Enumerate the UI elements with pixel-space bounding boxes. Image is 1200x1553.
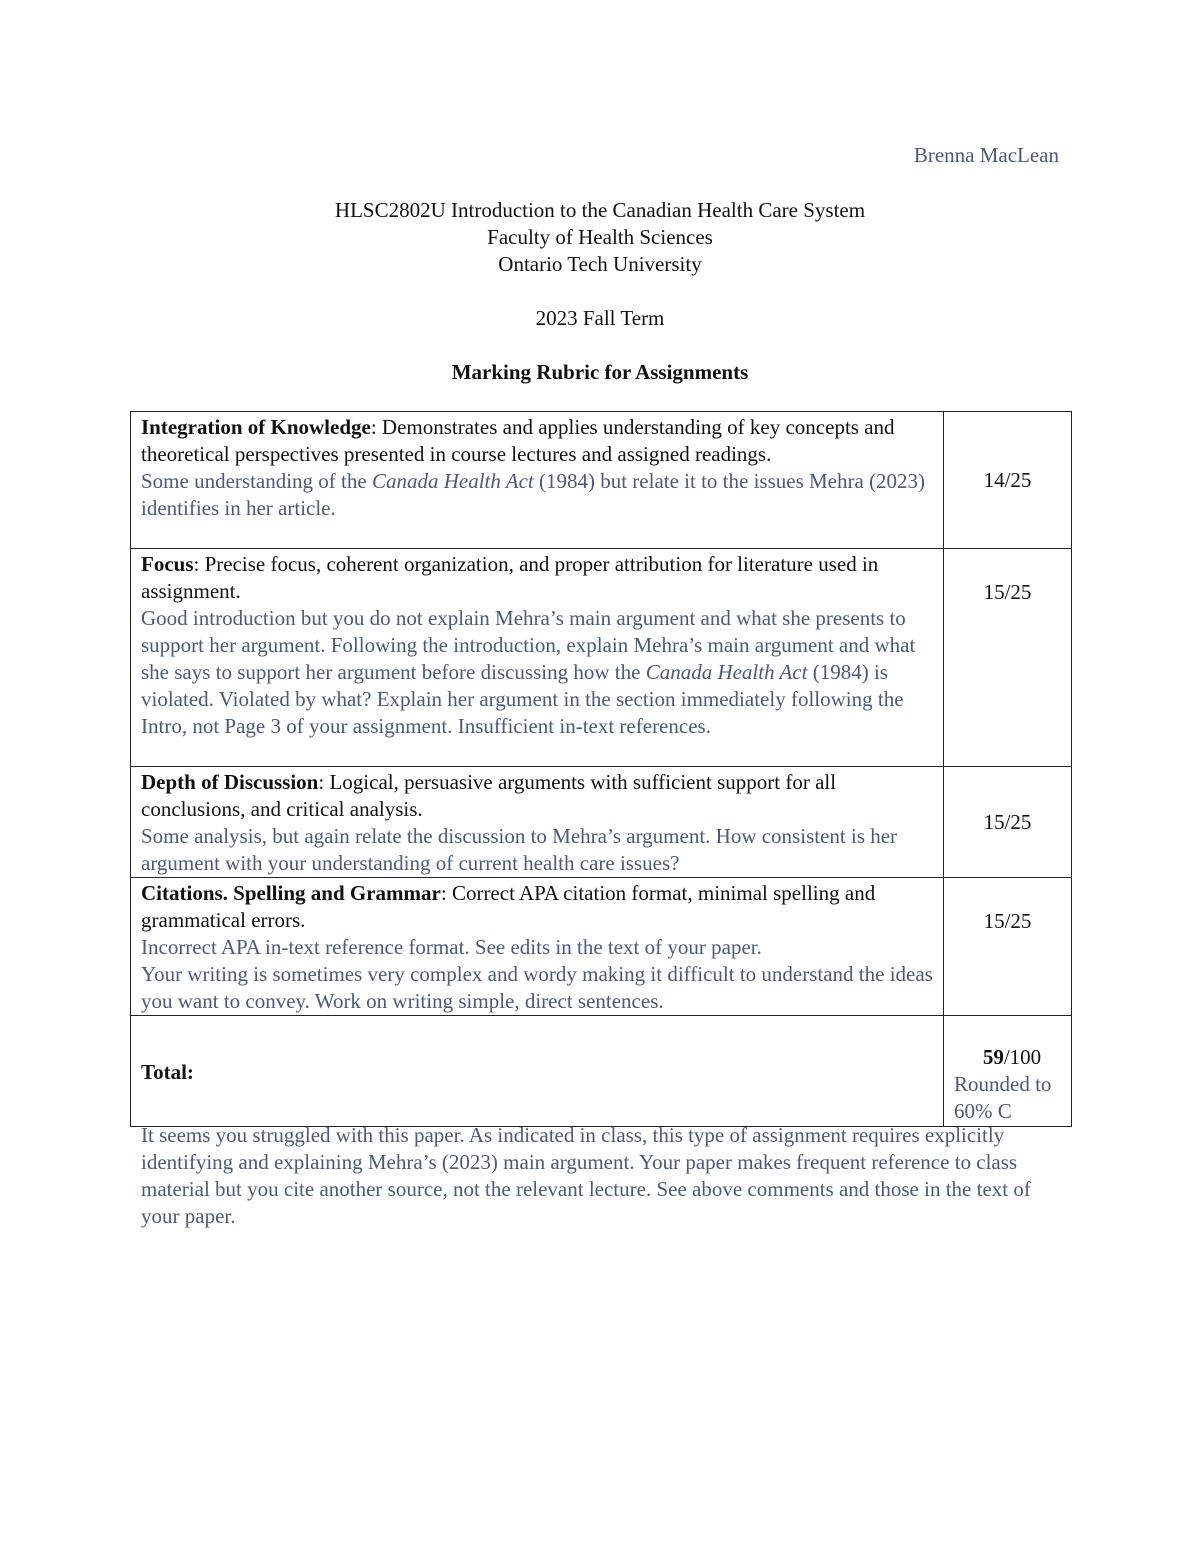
criterion-cell — [131, 412, 944, 549]
criterion-feedback: Incorrect APA in-text reference format. See edits in the text of your paper. — [141, 935, 762, 959]
rubric-row-focus — [131, 549, 1072, 767]
total-label-cell — [131, 1016, 944, 1127]
criterion-feedback: Some analysis, but again relate the discussion to Mehra’s argument. How consistent is her argument with your understanding of current health care issues? — [141, 824, 898, 875]
criterion-description: : Logical, persuasive arguments with sufficient support for all conclusions, and critical analysis. — [141, 770, 837, 821]
criterion-score: 15/25 — [944, 549, 1072, 767]
criterion-feedback: Some understanding of the Canada Health Act (1984) but relate it to the issues Mehra (2023) identifies in her article. — [141, 469, 926, 520]
course-title: HLSC2802U Introduction to the Canadian Health Care System — [334, 198, 866, 222]
final-comment: It seems you struggled with this paper. As indicated in class, this type of assignment requires explicitly identifying and explaining Mehra’s (2023) main argument. Your paper makes frequent reference to class material but you cite another source, not the relevant lecture. See above comments and those in the text of your paper. — [141, 1123, 1031, 1228]
criterion-description: : Precise focus, coherent organization, and proper attribution for literature used in assignment. — [141, 552, 879, 603]
criterion-cell — [131, 549, 944, 767]
criterion-description: : Demonstrates and applies understanding of key concepts and theoretical perspectives presented in course lectures and assigned readings. — [141, 415, 895, 466]
document-heading — [0, 197, 1200, 386]
term-label: 2023 Fall Term — [535, 306, 665, 330]
criterion-score: 15/25 — [944, 878, 1072, 1016]
rubric-row-depth — [131, 767, 1072, 878]
criterion-name: Integration of Knowledge — [141, 415, 371, 439]
total-score-cell — [944, 1016, 1072, 1127]
rubric-row-citations — [131, 878, 1072, 1016]
criterion-score: 15/25 — [944, 767, 1072, 878]
criterion-cell — [131, 878, 944, 1016]
criterion-score: 14/25 — [944, 412, 1072, 549]
rubric-row-total — [131, 1016, 1072, 1127]
rubric-title: Marking Rubric for Assignments — [451, 360, 749, 384]
total-score: 59/100 — [982, 1045, 1042, 1069]
criterion-name: Citations. Spelling and Grammar — [141, 881, 441, 905]
university-name: Ontario Tech University — [498, 252, 702, 276]
criterion-description: : Correct APA citation format, minimal spelling and grammatical errors. — [141, 881, 876, 932]
criterion-cell — [131, 767, 944, 878]
author-name: Brenna MacLean — [913, 143, 1059, 167]
total-rounded-note: Rounded to 60% C — [954, 1072, 1052, 1123]
faculty-name: Faculty of Health Sciences — [487, 225, 713, 249]
rubric-row-integration — [131, 412, 1072, 549]
total-label: Total: — [141, 1059, 194, 1084]
criterion-feedback: Your writing is sometimes very complex and wordy making it difficult to understand the ideas you want to convey. Work on writing simple, direct sentences. — [141, 962, 933, 1013]
marking-rubric-table — [130, 411, 1072, 1127]
criterion-name: Focus — [141, 552, 194, 576]
criterion-feedback: Good introduction but you do not explain Mehra’s main argument and what she presents to support her argument. Following the introduction, explain Mehra’s main argument and what she says to support her argument before discussing how the Canada Health Act (1984) is violated. Violated by what? Explain her argument in the section immediately following the Intro, not Page 3 of your assignment. Insufficient in-text references. — [141, 606, 916, 738]
criterion-name: Depth of Discussion — [141, 770, 319, 794]
